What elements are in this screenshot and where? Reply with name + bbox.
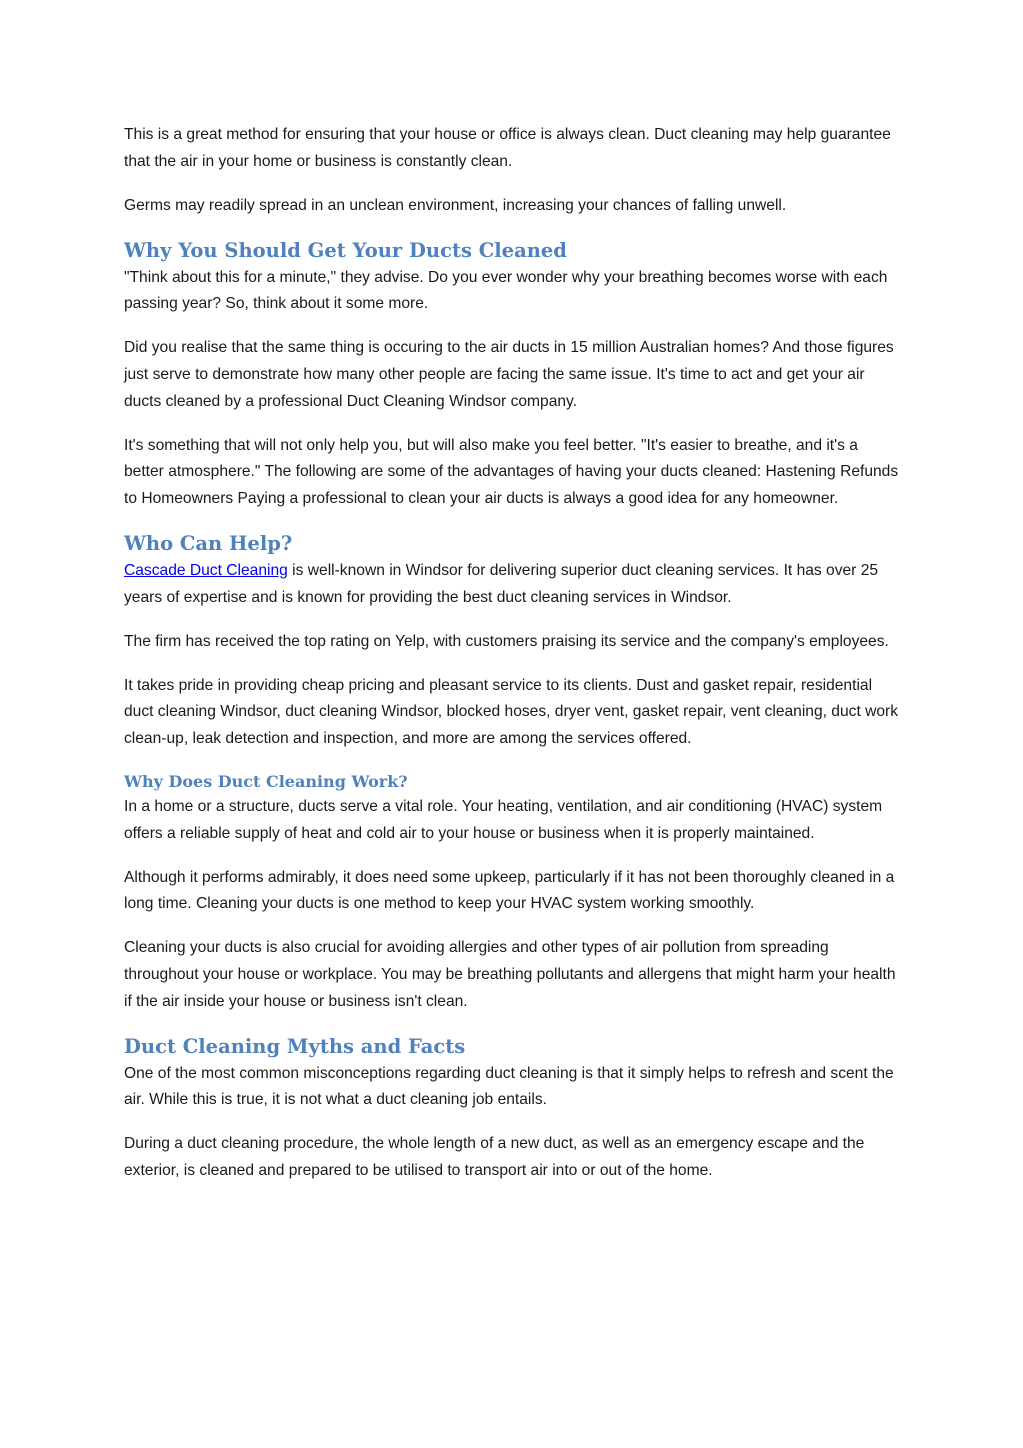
heading-who-can-help: Who Can Help? bbox=[124, 532, 293, 556]
why-work-paragraph-2: Although it performs admirably, it does need some upkeep, particularly if it has not been thoroughly cleaned in a long time. Cleaning your ducts is one method to keep your HVAC system working smoothly. bbox=[124, 868, 895, 913]
heading-why-cleaned: Why You Should Get Your Ducts Cleaned bbox=[124, 238, 567, 262]
why-cleaned-paragraph-2: Did you realise that the same thing is occuring to the air ducts in 15 million Australian homes? And those figures just serve to demonstrate how many other people are facing the same issue. It's time to act and get your air ducts cleaned by a professional Duct Cleaning Windsor company. bbox=[124, 339, 894, 410]
why-cleaned-paragraph-1: "Think about this for a minute," they advise. Do you ever wonder why your breathing becomes worse with each passing year? So, think about it some more. bbox=[124, 268, 888, 313]
who-help-paragraph-3: It takes pride in providing cheap pricing and pleasant service to its clients. Dust and gasket repair, residential duct cleaning Windsor, duct cleaning Windsor, blocked hoses, dryer vent, gasket repair, vent cleaning, duct work clean-up, leak detection and inspection, and more are among the services offered. bbox=[124, 676, 899, 747]
cascade-duct-cleaning-link[interactable]: Cascade Duct Cleaning bbox=[124, 562, 288, 580]
myths-paragraph-1: One of the most common misconceptions regarding duct cleaning is that it simply helps to refresh and scent the air. While this is true, it is not what a duct cleaning job entails. bbox=[124, 1064, 894, 1109]
document-page bbox=[124, 122, 899, 1202]
heading-why-does-work: Why Does Duct Cleaning Work? bbox=[124, 772, 408, 792]
why-work-paragraph-1: In a home or a structure, ducts serve a vital role. Your heating, ventilation, and air conditioning (HVAC) system offers a reliable supply of heat and cold air to your house or business when it is properly maintained. bbox=[124, 798, 883, 842]
intro-paragraph-2: Germs may readily spread in an unclean environment, increasing your chances of falling unwell. bbox=[124, 196, 787, 214]
who-help-paragraph-2: The firm has received the top rating on Yelp, with customers praising its service and the company's employees. bbox=[124, 632, 889, 650]
who-help-paragraph-1 bbox=[124, 558, 899, 611]
who-help-paragraph-1-text: is well-known in Windsor for delivering superior duct cleaning services. It has over 25 years of expertise and is known for providing the best duct cleaning services in Windsor. bbox=[124, 562, 879, 606]
heading-myths-facts: Duct Cleaning Myths and Facts bbox=[124, 1034, 466, 1058]
intro-paragraph-1: This is a great method for ensuring that your house or office is always clean. Duct cleaning may help guarantee that the air in your home or business is constantly clean. bbox=[124, 126, 891, 170]
why-work-paragraph-3: Cleaning your ducts is also crucial for avoiding allergies and other types of air pollution from spreading throughout your house or workplace. You may be breathing pollutants and allergens that might harm your health if the air inside your house or business isn't clean. bbox=[124, 939, 896, 1010]
myths-paragraph-2: During a duct cleaning procedure, the whole length of a new duct, as well as an emergency escape and the exterior, is cleaned and prepared to be utilised to transport air into or out of the home. bbox=[124, 1135, 865, 1180]
why-cleaned-paragraph-3: It's something that will not only help you, but will also make you feel better. "It's easier to breathe, and it's a better atmosphere." The following are some of the advantages of having your ducts cleaned: Hastening Refunds to Homeowners Paying a professional to clean your air ducts is always a good idea for any homeowner. bbox=[124, 436, 899, 507]
